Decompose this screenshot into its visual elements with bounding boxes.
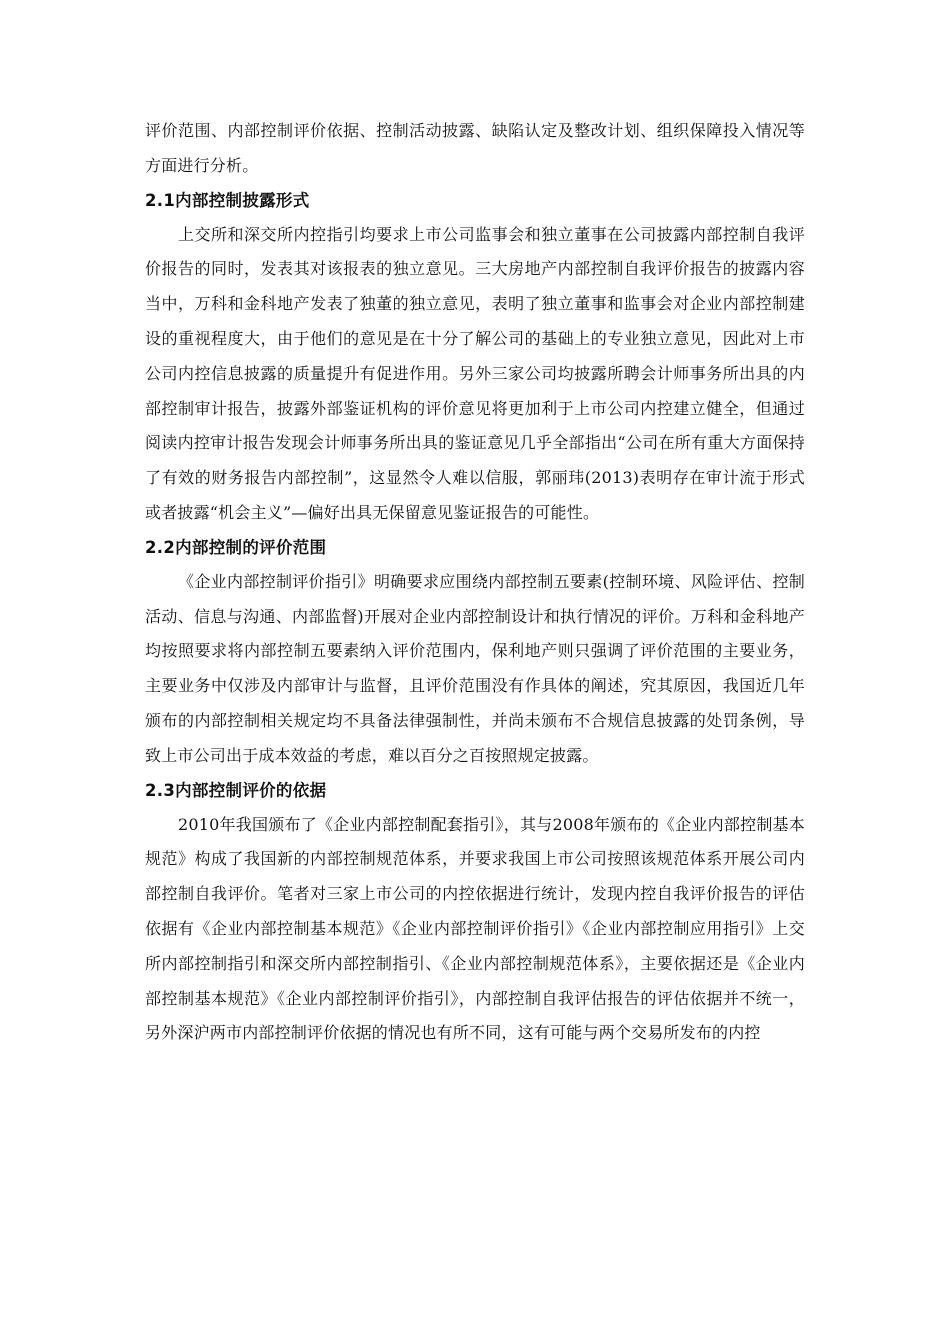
document-body (145, 114, 805, 1051)
section-heading-2-2: 2.2内部控制的评价范围 (145, 537, 327, 557)
section-paragraph-2-3: 2010年我国颁布了《企业内部控制配套指引》，其与2008年颁布的《企业内部控制基本规范》构成了我国新的内部控制规范体系，并要求我国上市公司按照该规范体系开展公司内部控制自我评价。笔者对三家上市公司的内控依据进行统计，发现内控自我评价报告的评估依据有《企业内部控制基本规范》《企业内部控制评价指引》《企业内部控制应用指引》上交所内部控制指引和深交所内部控制指引、《企业内部控制规范体系》，主要依据还是《企业内部控制基本规范》《企业内部控制评价指引》，内部控制自我评估报告的评估依据并不统一，另外深沪两市内部控制评价依据的情况也有所不同，这有可能与两个交易所发布的内控 (145, 814, 805, 1043)
intro-paragraph: 评价范围、内部控制评价依据、控制活动披露、缺陷认定及整改计划、组织保障投入情况等方面进行分析。 (145, 121, 805, 175)
section-heading-2-3: 2.3内部控制评价的依据 (145, 780, 327, 800)
section-paragraph-2-2: 《企业内部控制评价指引》明确要求应围绕内部控制五要素(控制环境、风险评估、控制活动、信息与沟通、内部监督)开展对企业内部控制设计和执行情况的评价。万科和金科地产均按照要求将内部控制五要素纳入评价范围内，保利地产则只强调了评价范围的主要业务，主要业务中仅涉及内部审计与监督，且评价范围没有作具体的阐述，究其原因，我国近几年颁布的内部控制相关规定均不具备法律强制性，并尚未颁布不合规信息披露的处罚条例，导致上市公司出于成本效益的考虑，难以百分之百按照规定披露。 (145, 571, 805, 765)
section-heading-2-1: 2.1内部控制披露形式 (145, 190, 310, 210)
section-paragraph-2-1: 上交所和深交所内控指引均要求上市公司监事会和独立董事在公司披露内部控制自我评价报告的同时，发表其对该报表的独立意见。三大房地产内部控制自我评价报告的披露内容当中，万科和金科地产发表了独董的独立意见，表明了独立董事和监事会对企业内部控制建设的重视程度大，由于他们的意见是在十分了解公司的基础上的专业独立意见，因此对上市公司内控信息披露的质量提升有促进作用。另外三家公司均披露所聘会计师事务所出具的内部控制审计报告，披露外部鉴证机构的评价意见将更加利于上市公司内控建立健全，但通过阅读内控审计报告发现会计师事务所出具的鉴证意见几乎全部指出“公司在所有重大方面保持了有效的财务报告内部控制”，这显然令人难以信服，郭丽玮(2013)表明存在审计流于形式或者披露“机会主义”—偏好出具无保留意见鉴证报告的可能性。 (145, 224, 805, 522)
